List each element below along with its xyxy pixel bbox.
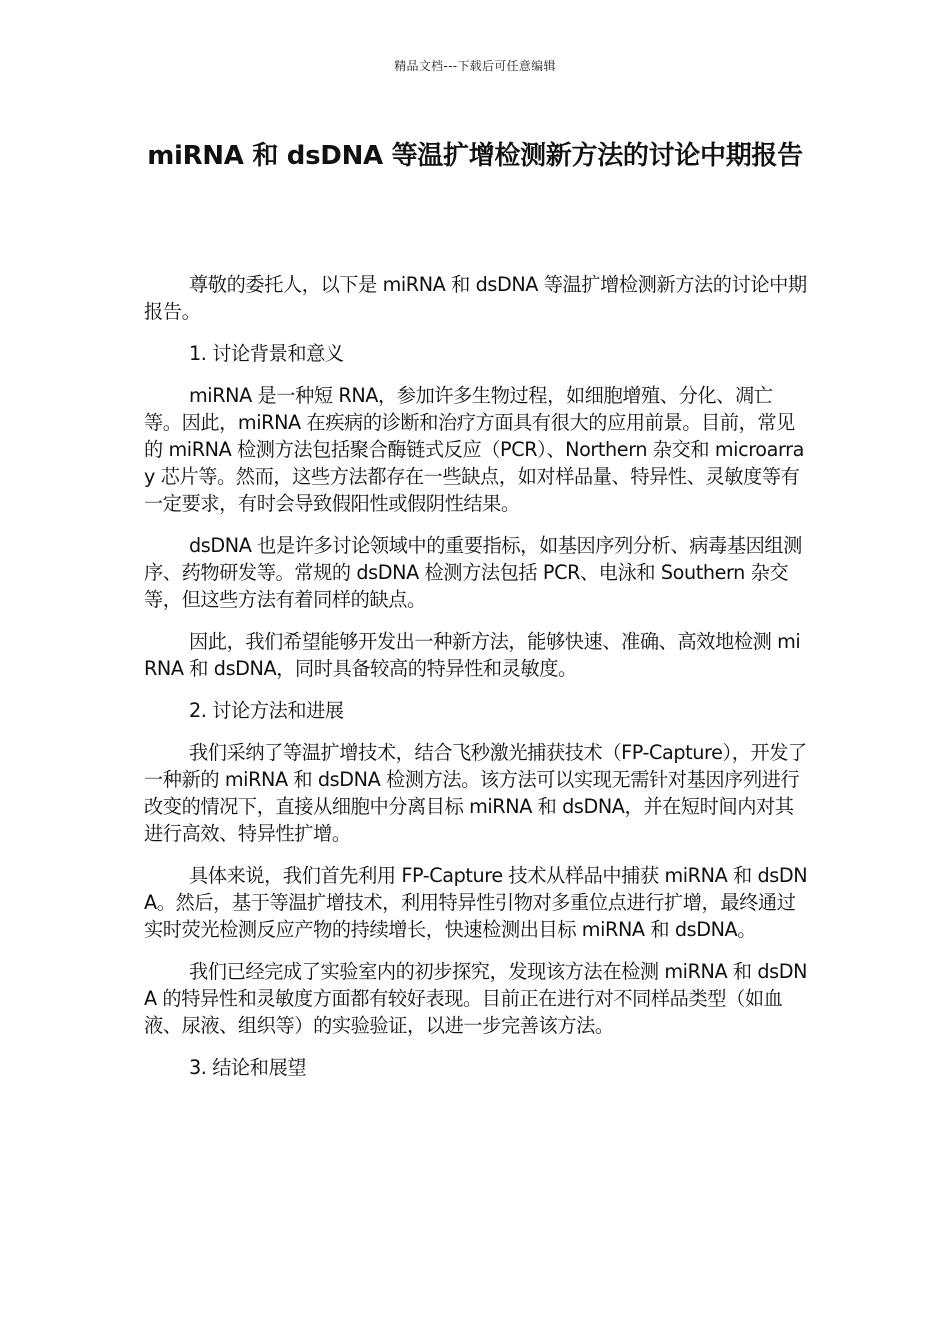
document-body [144,271,808,1096]
document-title: miRNA 和 dsDNA 等温扩增检测新方法的讨论中期报告 [147,141,803,171]
intro-paragraph: 尊敬的委托人，以下是 miRNA 和 dsDNA 等温扩增检测新方法的讨论中期报告。 [144,273,807,323]
section-heading-methods: 2. 讨论方法和进展 [189,699,344,722]
body-paragraph: 我们已经完成了实验室内的初步探究，发现该方法在检测 miRNA 和 dsDNA 的特异性和灵敏度方面都有较好表现。目前正在进行对不同样品类型（如血液、尿液、组织等）的实验验证，以进一步完善该方法。 [144,960,808,1037]
page-header: 精品文档---下载后可任意编辑 [394,59,556,73]
section-heading-background: 1. 讨论背景和意义 [189,342,344,365]
body-paragraph: dsDNA 也是许多讨论领域中的重要指标，如基因序列分析、病毒基因组测序、药物研发等。常规的 dsDNA 检测方法包括 PCR、电泳和 Southern 杂交等，但这些方法有着同样的缺点。 [144,534,802,611]
body-paragraph: 我们采纳了等温扩增技术，结合飞秒激光捕获技术（FP-Capture），开发了一种新的 miRNA 和 dsDNA 检测方法。该方法可以实现无需针对基因序列进行改变的情况下，直接从细胞中分离目标 miRNA 和 dsDNA，并在短时间内对其进行高效、特异性扩增。 [144,741,807,845]
body-paragraph: 因此，我们希望能够开发出一种新方法，能够快速、准确、高效地检测 miRNA 和 dsDNA，同时具备较高的特异性和灵敏度。 [144,630,801,680]
section-heading-conclusion: 3. 结论和展望 [189,1056,307,1079]
body-paragraph: miRNA 是一种短 RNA，参加许多生物过程，如细胞增殖、分化、凋亡等。因此，miRNA 在疾病的诊断和治疗方面具有很大的应用前景。目前，常见的 miRNA 检测方法包括聚合酶链式反应（PCR）、Northern 杂交和 microarray 芯片等。然而，这些方法都存在一些缺点，如对样品量、特异性、灵敏度等有一定要求，有时会导致假阳性或假阴性结果。 [144,384,804,515]
body-paragraph: 具体来说，我们首先利用 FP-Capture 技术从样品中捕获 miRNA 和 dsDNA。然后，基于等温扩增技术，利用特异性引物对多重位点进行扩增，最终通过实时荧光检测反应产物的持续增长，快速检测出目标 miRNA 和 dsDNA。 [144,864,808,941]
